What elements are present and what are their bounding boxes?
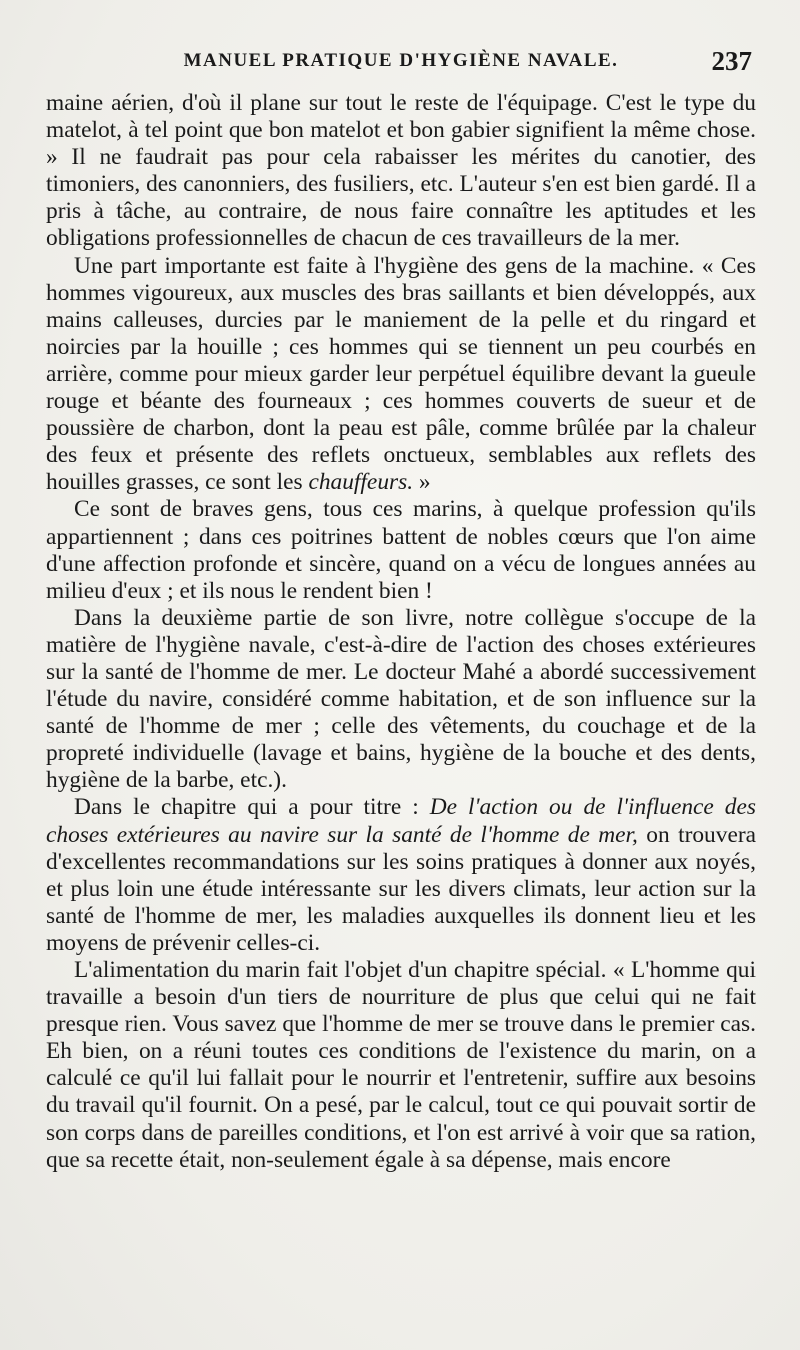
paragraph-text: Ce sont de braves gens, tous ces marins, à quelque profession qu'ils appartiennent ; dans ces poitrines battent de nobles cœurs que l'on aime d'une affection profonde et sincère, quand on a vécu de longues années au milieu d'eux ; et ils nous le rendent bien ! [46, 496, 756, 604]
paragraph-machine-crew [46, 253, 756, 497]
paragraph-second-part [46, 605, 756, 795]
paragraph-chapter-title [46, 794, 756, 957]
paragraph-text: L'alimentation du marin fait l'objet d'un chapitre spécial. « L'homme qui travaille a besoin d'un tiers de nourriture de plus que celui qui ne fait presque rien. Vous savez que l'homme de mer se trouve dans le premier cas. Eh bien, on a réuni toutes ces conditions de l'existence du marin, on a calculé ce qu'il lui fallait pour le nourrir et l'entretenir, suffire aux besoins du travail qu'il fournit. On a pesé, par le calcul, tout ce qui pouvait sortir de son corps dans de pareilles conditions, et l'on est arrivé à voir que sa ration, que sa recette était, non-seulement égale à sa dépense, mais encore [46, 957, 756, 1173]
paragraph-continuation [46, 90, 756, 253]
paragraph-tail: on trouvera d'excellentes recommandations sur les soins pratiques à donner aux noyés, et plus loin une étude intéressante sur les divers climats, leur action sur la santé de l'homme de mer, les maladies auxquelles ils donnent lieu et les moyens de prévenir celles-ci. [46, 821, 757, 956]
running-title: MANUEL PRATIQUE D'HYGIÈNE NAVALE. [183, 50, 619, 71]
paragraph-sailors [46, 496, 756, 604]
paragraph-text: Dans la deuxième partie de son livre, notre collègue s'occupe de la matière de l'hygiène navale, c'est-à-dire de l'action des choses extérieures sur la santé de l'homme de mer. Le docteur Mahé a abordé successivement l'étude du navire, considéré comme habitation, et de son influence sur la santé de l'homme de mer ; celle des vêtements, du couchage et de la propreté individuelle (lavage et bains, hygiène de la bouche et des dents, hygiène de la barbe, etc.). [46, 604, 756, 794]
paragraph-tail: » [413, 469, 431, 496]
paragraph-alimentation [46, 957, 756, 1174]
italic-term: chauffeurs. [308, 469, 414, 496]
paragraph-text: maine aérien, d'où il plane sur tout le reste de l'équipage. C'est le type du matelot, à tel point que bon matelot et bon gabier signifient la même chose. » Il ne faudrait pas pour cela rabaisser les mérites du canotier, des timoniers, des canonniers, des fusiliers, etc. L'auteur s'en est bien gardé. Il a pris à tâche, au contraire, de nous faire connaître les aptitudes et les obligations professionnelles de chacun de ces travailleurs de la mer. [46, 90, 756, 252]
paragraph-text: Une part importante est faite à l'hygiène des gens de la machine. « Ces hommes vigoureux, aux muscles des bras saillants et bien développés, aux mains calleuses, durcies par le maniement de la pelle et du ringard et noircies par la houille ; ces hommes qui se tiennent un peu courbés en arrière, comme pour mieux garder leur perpétuel équilibre devant la gueule rouge et béante des fourneaux ; ces hommes couverts de sueur et de poussière de charbon, dont la peau est pâle, comme brûlée par la chaleur des feux et présente des reflets onctueux, semblables aux reflets des houilles grasses, ce sont les [46, 252, 756, 496]
running-header [46, 46, 756, 90]
page-number: 237 [711, 46, 752, 76]
italic-chapter-title: De l'action ou de l'influence des choses extérieures au navire sur la santé de l'homme de mer, [46, 794, 756, 848]
body-text [46, 90, 756, 1174]
paragraph-text: Dans le chapitre qui a pour titre : [74, 794, 419, 821]
